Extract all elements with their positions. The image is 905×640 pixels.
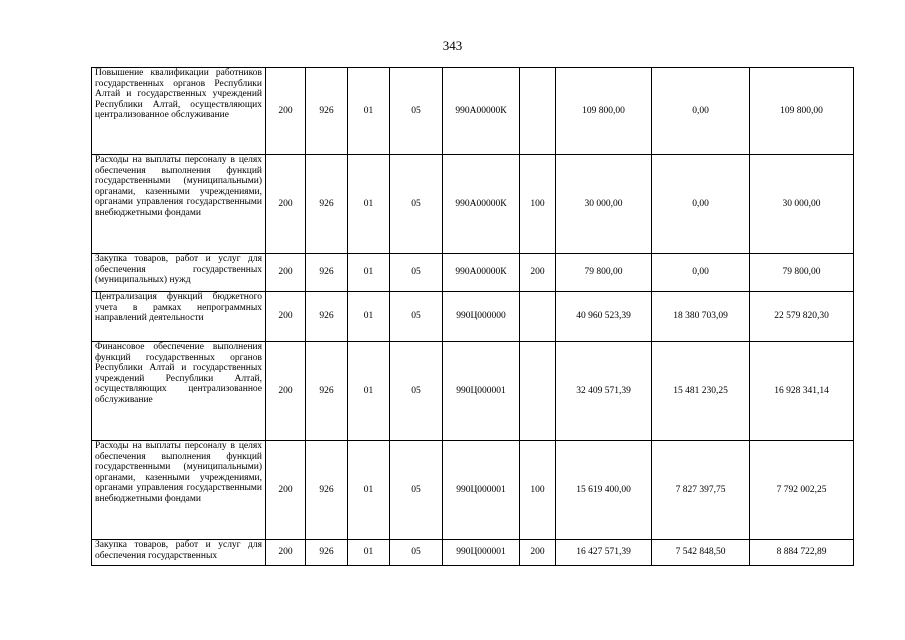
row-amount2: 0,00 [652,155,750,254]
row-code4: 05 [390,68,443,155]
row-expense-type: 100 [520,441,556,540]
row-target: 990А00000К [443,68,520,155]
row-expense-type: 200 [520,254,556,292]
row-code2: 926 [306,254,348,292]
row-expense-type [520,68,556,155]
row-amount1: 40 960 523,39 [556,292,652,342]
row-amount1: 32 409 571,39 [556,342,652,441]
row-amount2: 7 542 848,50 [652,540,750,566]
table-row [92,155,854,254]
row-code3: 01 [348,342,390,441]
table-row [92,292,854,342]
row-code1: 200 [266,342,306,441]
row-amount1: 79 800,00 [556,254,652,292]
row-expense-type [520,342,556,441]
row-amount3: 22 579 820,30 [750,292,854,342]
table-row [92,441,854,540]
budget-table [91,67,854,566]
row-amount3: 30 000,00 [750,155,854,254]
row-expense-type [520,292,556,342]
row-code1: 200 [266,292,306,342]
table-row [92,342,854,441]
row-code1: 200 [266,441,306,540]
row-code4: 05 [390,254,443,292]
row-amount3: 7 792 002,25 [750,441,854,540]
row-target: 990Ц000001 [443,441,520,540]
row-amount3: 8 884 722,89 [750,540,854,566]
row-code2: 926 [306,540,348,566]
row-code4: 05 [390,342,443,441]
row-target: 990Ц000001 [443,342,520,441]
row-amount2: 0,00 [652,68,750,155]
row-amount2: 15 481 230,25 [652,342,750,441]
row-code4: 05 [390,441,443,540]
row-name: Централизация функций бюджетного учета в рамках непрограммных направлений деятельности [92,292,266,342]
row-amount2: 18 380 703,09 [652,292,750,342]
row-amount1: 109 800,00 [556,68,652,155]
row-name: Финансовое обеспечение выполнения функций государственных органов Республики Алтай и государственных учреждений Республики Алтай, осуществляющих централизованное обслуживание [92,342,266,441]
row-code2: 926 [306,292,348,342]
row-code4: 05 [390,540,443,566]
row-name: Расходы на выплаты персоналу в целях обеспечения выполнения функций государственными (муниципальными) органами, казенными учреждениями, органами управления государственными внебюджетными фондами [92,155,266,254]
row-name: Расходы на выплаты персоналу в целях обеспечения выполнения функций государственными (муниципальными) органами, казенными учреждениями, органами управления государственными внебюджетными фондами [92,441,266,540]
row-expense-type: 100 [520,155,556,254]
row-name: Закупка товаров, работ и услуг для обеспечения государственных [92,540,266,566]
row-amount1: 16 427 571,39 [556,540,652,566]
row-code3: 01 [348,441,390,540]
page-number: 343 [442,38,463,53]
row-amount3: 16 928 341,14 [750,342,854,441]
row-code3: 01 [348,540,390,566]
row-name: Закупка товаров, работ и услуг для обеспечения государственных (муниципальных) нужд [92,254,266,292]
row-amount3: 79 800,00 [750,254,854,292]
row-code1: 200 [266,68,306,155]
row-code2: 926 [306,342,348,441]
row-target: 990А00000К [443,254,520,292]
table-row [92,254,854,292]
row-target: 990А00000К [443,155,520,254]
row-code3: 01 [348,254,390,292]
row-code2: 926 [306,155,348,254]
row-code4: 05 [390,155,443,254]
row-code2: 926 [306,68,348,155]
table-row [92,68,854,155]
row-code1: 200 [266,254,306,292]
table-row [92,540,854,566]
row-code3: 01 [348,68,390,155]
row-target: 990Ц000000 [443,292,520,342]
row-amount2: 0,00 [652,254,750,292]
row-target: 990Ц000001 [443,540,520,566]
row-amount3: 109 800,00 [750,68,854,155]
row-amount2: 7 827 397,75 [652,441,750,540]
row-code1: 200 [266,540,306,566]
row-amount1: 30 000,00 [556,155,652,254]
row-code2: 926 [306,441,348,540]
row-code3: 01 [348,292,390,342]
row-expense-type: 200 [520,540,556,566]
row-code1: 200 [266,155,306,254]
row-code4: 05 [390,292,443,342]
row-name: Повышение квалификации работников государственных органов Республики Алтай и государственных учреждений Республики Алтай, осуществляющих централизованное обслуживание [92,68,266,155]
row-code3: 01 [348,155,390,254]
row-amount1: 15 619 400,00 [556,441,652,540]
